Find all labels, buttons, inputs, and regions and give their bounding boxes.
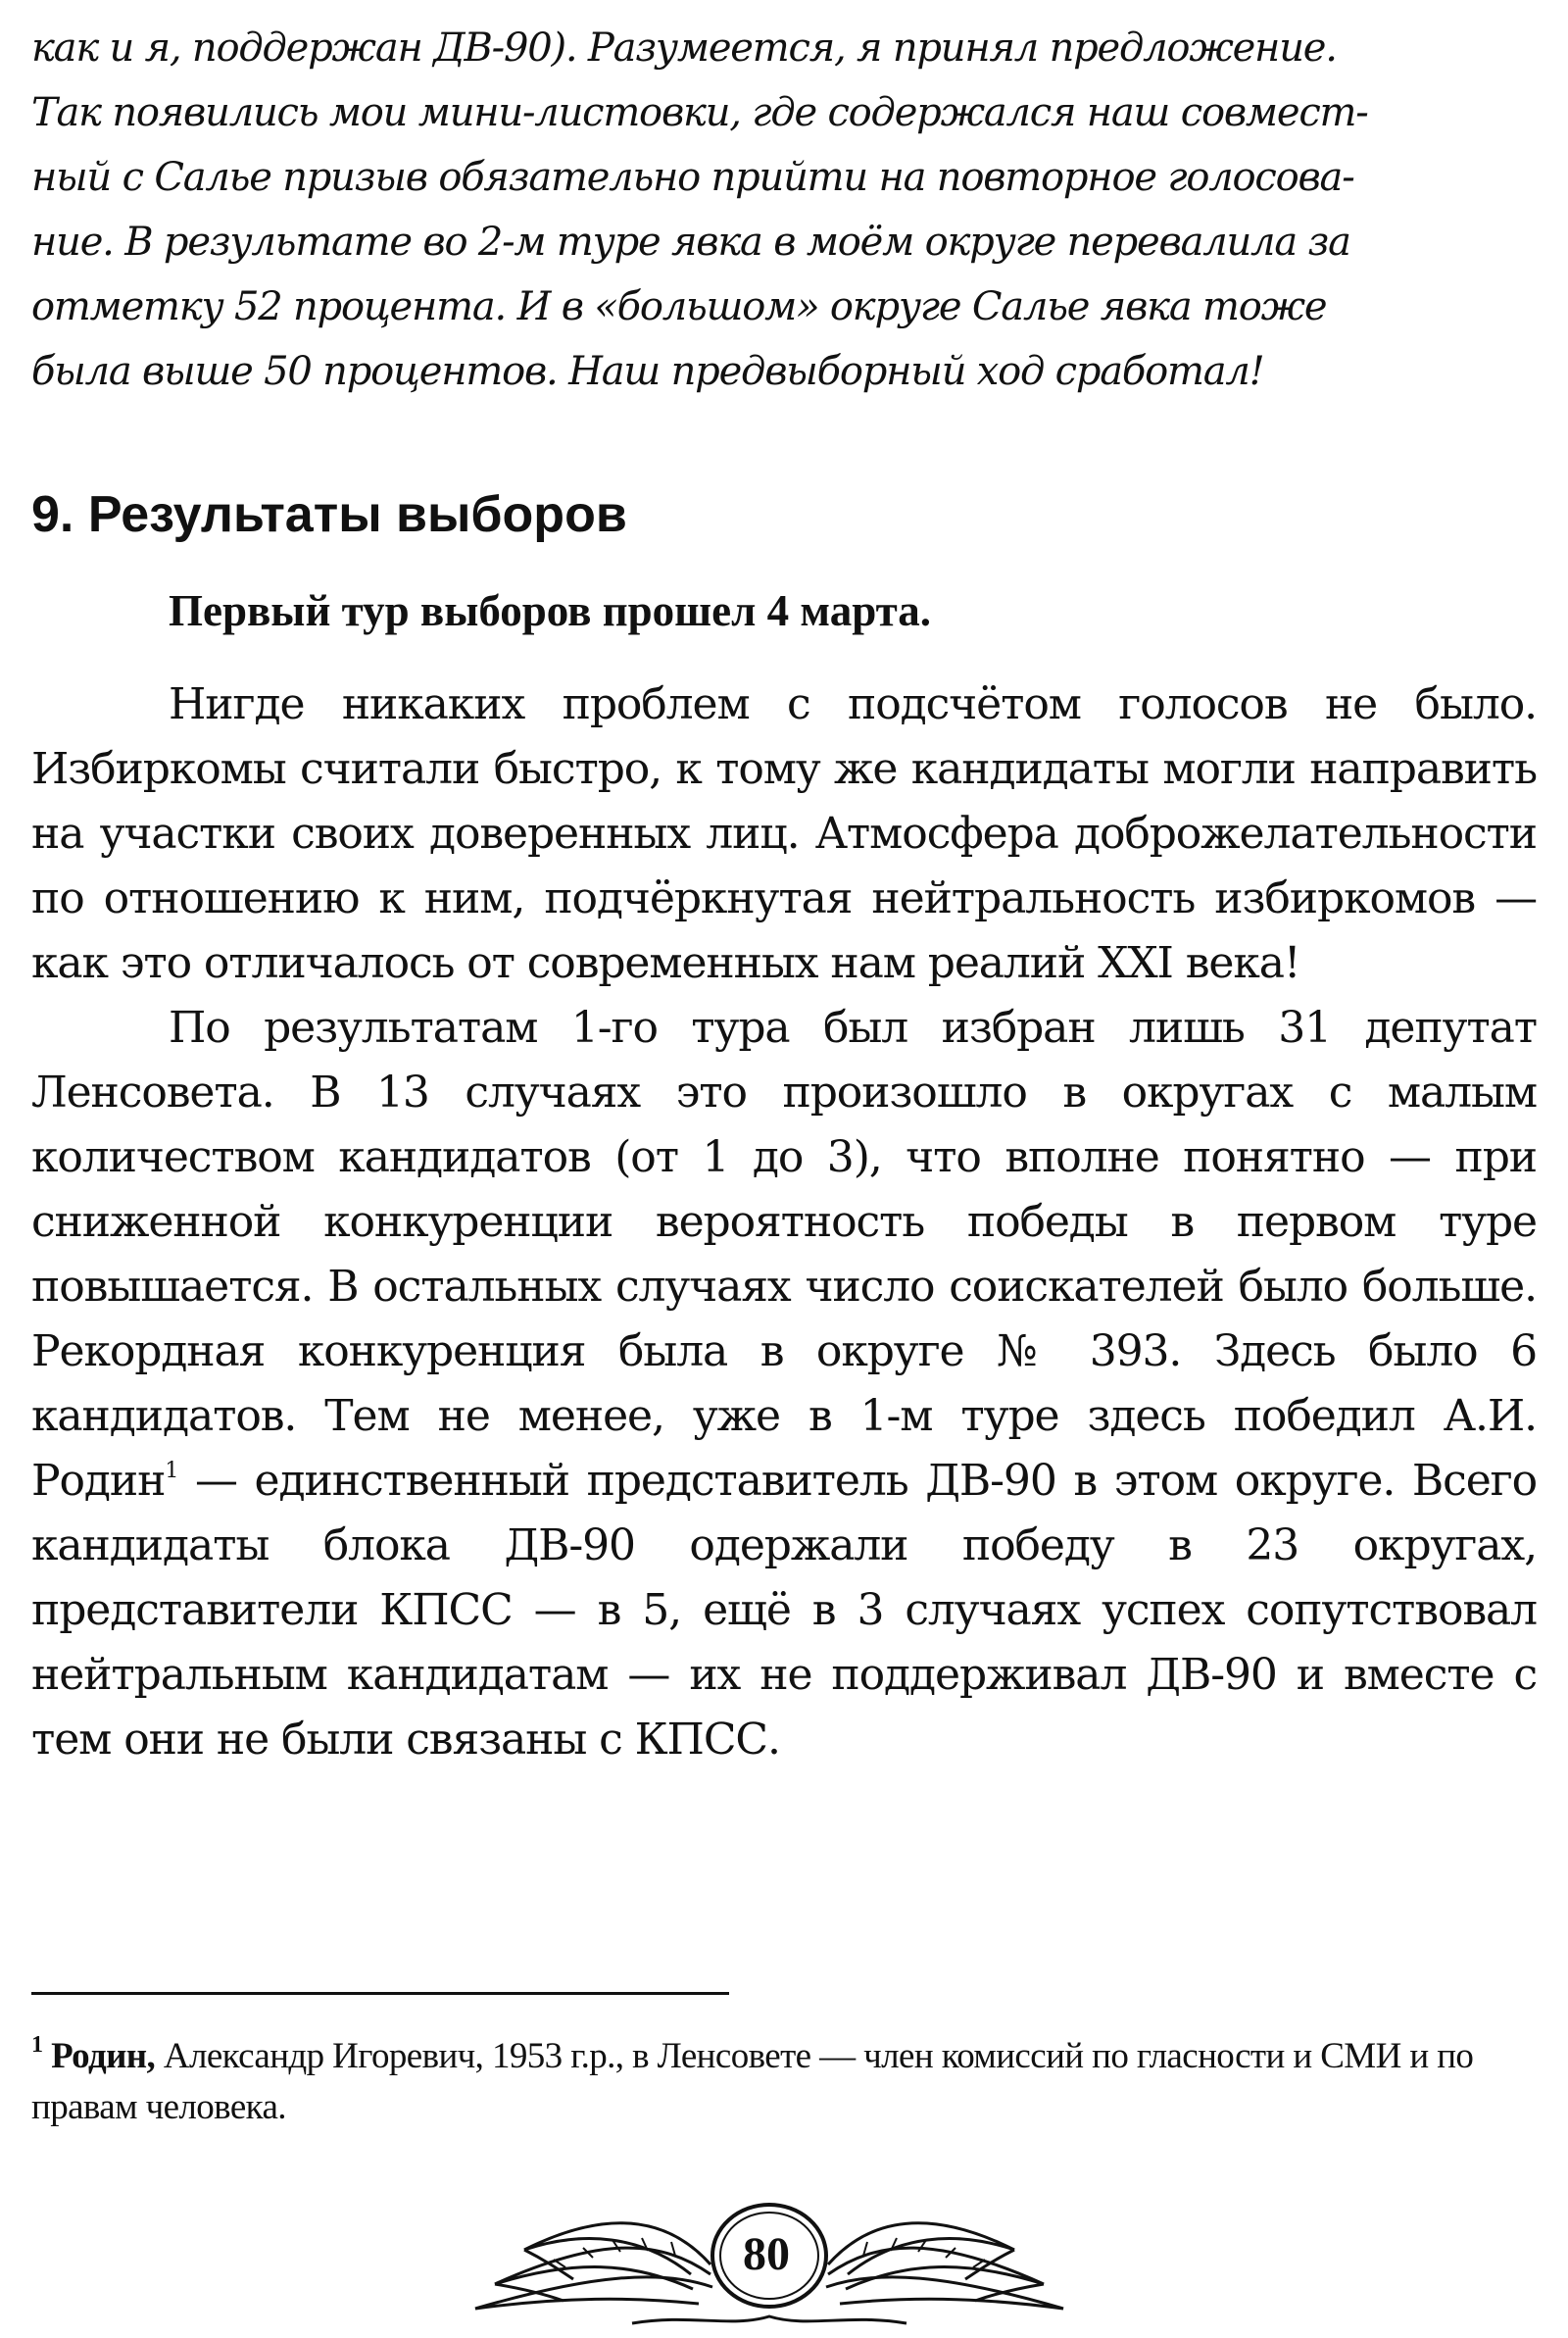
intro-line: была выше 50 процентов. Наш предвыборный ход сработал! [31,349,1264,394]
footnote-text: Александр Игоревич, 1953 г.р., в Ленсовете — член комиссий по гласности и СМИ и по правам человека. [31,2036,1474,2127]
paragraph-results-text-start: По результатам 1-го тура был избран лишь 31 депутат Ленсовета. В 13 случаях это произошло в округах с малым количеством кандидатов (от 1 до 3), что вполне понятно — при сниженной конкуренции вероятность победы в первом туре повышается. В остальных случаях число соискателей было больше. Рекордная конкуренция была в округе № 393. Здесь было 6 кандидатов. Тем не менее, уже в 1-м туре здесь победил А.И. Родин [31,1003,1537,1506]
page-number: 80 [743,2228,790,2280]
intro-paragraph [31,16,1537,404]
section-subheading: Первый тур выборов прошел 4 марта. [169,586,932,635]
footnote-divider [31,1992,729,1995]
body-text [31,672,1537,1772]
intro-line: ние. В результате во 2-м туре явка в моём округе перевалила за [31,220,1350,265]
section-heading: 9. Результаты выборов [31,486,627,543]
intro-line: ный с Салье призыв обязательно прийти на повторное голосова- [31,155,1354,200]
footnote-name: Родин, [51,2036,156,2076]
intro-line: отметку 52 процента. И в «большом» округе Салье явка тоже [31,284,1327,329]
paragraph-counting: Нигде никаких проблем с подсчётом голосов не было. Избиркомы считали быстро, к тому же кандидаты могли направить на участки своих доверенных лиц. Атмосфера доброжелательности по отношению к ним, подчёркнутая нейтральность избиркомов — как это отличалось от современных нам реалий XXI века! [31,679,1537,988]
footnote-marker: 1 [31,2032,43,2058]
intro-line: как и я, поддержан ДВ-90). Разумеется, я принял предложение. [31,25,1337,71]
intro-line: Так появились мои мини-листовки, где содержался наш совмест- [31,90,1368,135]
footnote-reference[interactable]: 1 [165,1459,178,1483]
book-page [31,0,1537,2338]
footnote [31,2031,1537,2133]
paragraph-results-text-end: — единственный представитель ДВ-90 в этом округе. Всего кандидаты блока ДВ-90 одержали победу в 23 округах, представители КПСС — в 5, ещё в 3 случаях успех сопутствовал нейтральным кандидатам — их не поддерживал ДВ-90 и вместе с тем они не были связаны с КПСС. [31,1456,1537,1765]
paragraph-results [31,996,1537,1772]
